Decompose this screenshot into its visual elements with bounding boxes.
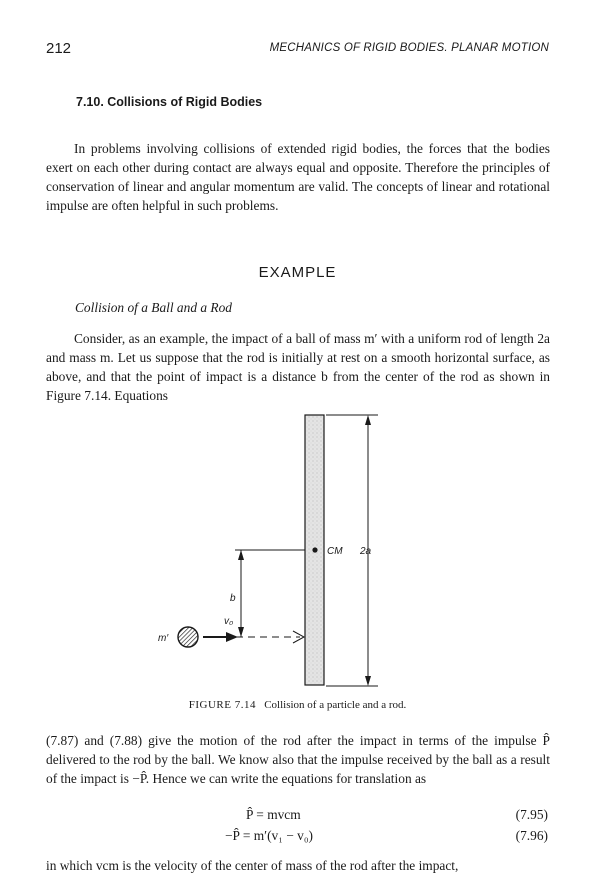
equation-row: [0, 828, 595, 848]
figure-caption-label: FIGURE 7.14: [188, 699, 256, 711]
label-offset: b: [230, 593, 236, 604]
center-of-mass-dot: [312, 547, 317, 552]
figure-rod-collision: [0, 400, 595, 700]
equation-row: [0, 807, 595, 827]
length-arrow-up-icon: [365, 415, 371, 425]
equation-number: (7.96): [515, 828, 548, 843]
section-heading: 7.10. Collisions of Rigid Bodies: [76, 95, 263, 109]
label-cm: CM: [327, 546, 343, 557]
equation-body: −P̂ = m′(v₁ − v₀): [225, 828, 313, 843]
velocity-arrowhead-icon: [226, 632, 238, 642]
label-length: 2a: [360, 546, 372, 557]
offset-arrow-down-icon: [238, 627, 244, 637]
label-velocity: v₀: [224, 616, 234, 627]
paragraph-closing: in which vcm is the velocity of the center of mass of the rod after the impact,: [46, 858, 459, 873]
length-arrow-down-icon: [365, 676, 371, 686]
figure-caption: [0, 699, 595, 711]
offset-arrow-up-icon: [238, 550, 244, 560]
paragraph-impulse: (7.87) and (7.88) give the motion of the rod after the impact in terms of the impulse P̂ delivered to the rod by the ball. We know also that the impulse received by the ball as a result of the impact is −P̂. Hence we can write the equations for translation as: [46, 733, 550, 786]
ball-hatched: [178, 627, 198, 647]
label-mass: m′: [158, 633, 169, 644]
paragraph-example: Consider, as an example, the impact of a ball of mass m′ with a uniform rod of length 2a and mass m. Let us suppose that the rod is initially at rest on a smooth horizontal surface, as above, and that the point of impact is a distance b from the center of the rod as shown in Figure 7.14. Equations: [46, 331, 550, 403]
equation-body: P̂ = mvcm: [246, 807, 301, 822]
figure-caption-text: Collision of a particle and a rod.: [264, 699, 407, 711]
paragraph-intro: In problems involving collisions of extended rigid bodies, the forces that the bodies exert on each other during contact are always equal and opposite. Therefore the principles of conservation of linear and angular momentum are valid. The concepts of linear and rotational impulse are often helpful in such problems.: [46, 141, 550, 213]
equation-number: (7.95): [515, 807, 548, 822]
page-number: 212: [46, 40, 72, 57]
example-subtitle: Collision of a Ball and a Rod: [75, 300, 232, 315]
running-title: MECHANICS OF RIGID BODIES. PLANAR MOTION: [269, 42, 549, 54]
example-heading: EXAMPLE: [258, 264, 337, 281]
